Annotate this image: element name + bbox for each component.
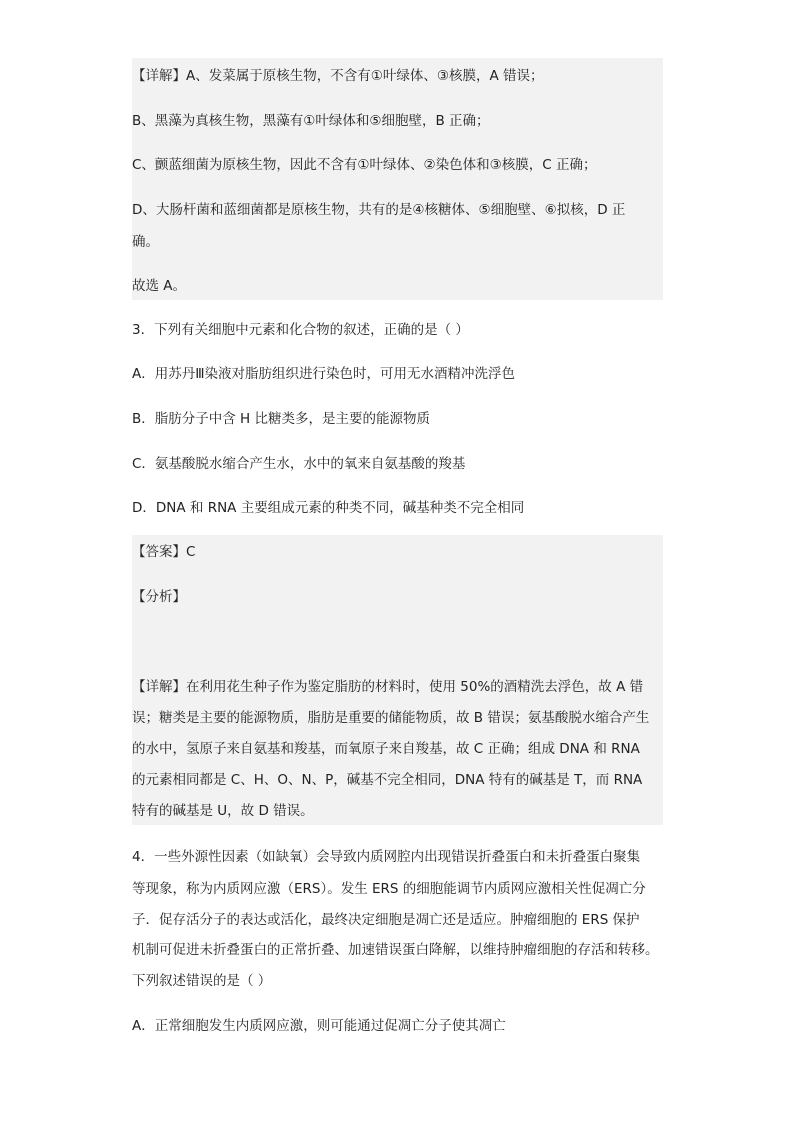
explanation-line: 【详解】在利用花生种子作为鉴定脂肪的材料时，使用 50%的酒精洗去浮色，故 A 错 [132, 679, 644, 695]
explanation-line: B、黑藻为真核生物，黑藻有①叶绿体和⑤细胞壁，B 正确； [132, 113, 490, 129]
question-3-option-c: C．氨基酸脱水缩合产生水，水中的氧来自氨基酸的羧基 [132, 456, 466, 472]
explanation-line: 特有的碱基是 U，故 D 错误。 [132, 803, 314, 819]
explanation-line: C、颤蓝细菌为原核生物，因此不含有①叶绿体、②染色体和③核膜，C 正确； [132, 157, 597, 173]
explanation-line: 的水中，氢原子来自氨基和羧基，而氧原子来自羧基，故 C 正确；组成 DNA 和 RNA [132, 741, 640, 757]
explanation-line: 【详解】A、发菜属于原核生物，不含有①叶绿体、③核膜，A 错误； [132, 68, 544, 84]
question-4-stem-line: 下列叙述错误的是（ ） [132, 973, 272, 989]
question-3-option-b: B．脂肪分子中含 H 比糖类多，是主要的能源物质 [132, 411, 430, 427]
question-4-stem-line: 4．一些外源性因素（如缺氧）会导致内质网腔内出现错误折叠蛋白和未折叠蛋白聚集 [132, 849, 641, 865]
question-3-option-d: D．DNA 和 RNA 主要组成元素的种类不同，碱基种类不完全相同 [132, 500, 525, 516]
question-3-analysis: 【分析】 [132, 589, 186, 605]
question-4-option-a: A．正常细胞发生内质网应激，则可能通过促凋亡分子使其凋亡 [132, 1018, 506, 1034]
question-4-stem-line: 子．促存活分子的表达或活化，最终决定细胞是凋亡还是适应。肿瘤细胞的 ERS 保护 [132, 912, 640, 928]
question-3-answer: 【答案】C [132, 544, 196, 560]
explanation-line: 确。 [132, 234, 159, 250]
explanation-line: D、大肠杆菌和蓝细菌都是原核生物，共有的是④核糖体、⑤细胞壁、⑥拟核，D 正 [132, 202, 626, 218]
explanation-line: 的元素相同都是 C、H、O、N、P，碱基不完全相同，DNA 特有的碱基是 T，而 RNA [132, 772, 643, 788]
explanation-block-1 [132, 58, 663, 300]
question-3-option-a: A．用苏丹Ⅲ染液对脂肪组织进行染色时，可用无水酒精冲洗浮色 [132, 366, 516, 382]
question-4-stem-line: 等现象，称为内质网应激（ERS）。发生 ERS 的细胞能调节内质网应激相关性促凋亡分 [132, 881, 646, 897]
question-4-stem-line: 机制可促进未折叠蛋白的正常折叠、加速错误蛋白降解，以维持肿瘤细胞的存活和转移。 [132, 942, 659, 958]
question-3-stem: 3．下列有关细胞中元素和化合物的叙述，正确的是（ ） [132, 322, 469, 338]
conclusion-line: 故选 A。 [132, 278, 187, 294]
explanation-line: 误；糖类是主要的能源物质，脂肪是重要的储能物质，故 B 错误；氨基酸脱水缩合产生 [132, 710, 650, 726]
